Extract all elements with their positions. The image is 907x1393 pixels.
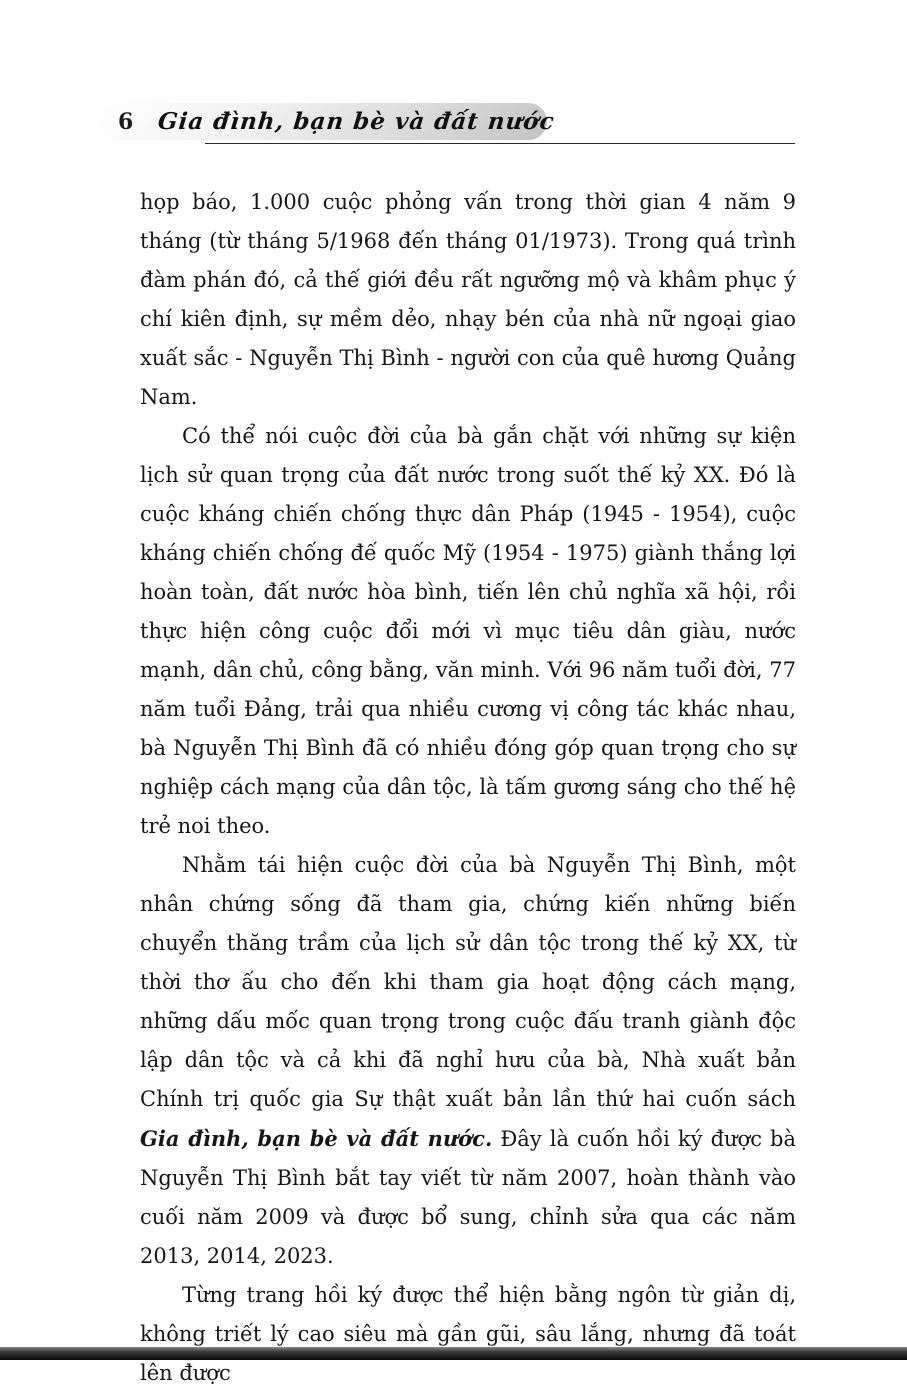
- page-number: 6: [118, 108, 134, 135]
- page-bottom-edge: [0, 1347, 907, 1360]
- paragraph: [140, 1276, 796, 1393]
- paragraph: [140, 183, 796, 417]
- header-rule: [205, 143, 795, 144]
- paragraph-text: Có thể nói cuộc đời của bà gắn chặt với những sự kiện lịch sử quan trọng của đất nước trong suốt thế kỷ XX. Đó là cuộc kháng chiến chống thực dân Pháp (1945 - 1954), cuộc kháng chiến chống đế quốc Mỹ (1954 - 1975) giành thắng lợi hoàn toàn, đất nước hòa bình, tiến lên chủ nghĩa xã hội, rồi thực hiện công cuộc đổi mới vì mục tiêu dân giàu, nước mạnh, dân chủ, công bằng, văn minh. Với 96 năm tuổi đời, 77 năm tuổi Đảng, trải qua nhiều cương vị công tác khác nhau, bà Nguyễn Thị Bình đã có nhiều đóng góp quan trọng cho sự nghiệp cách mạng của dân tộc, là tấm gương sáng cho thế hệ trẻ noi theo.: [140, 424, 796, 838]
- page-header: [100, 103, 800, 140]
- running-head-title: Gia đình, bạn bè và đất nước: [156, 108, 557, 135]
- paragraph: [140, 846, 796, 1276]
- book-title-inline: Gia đình, bạn bè và đất nước.: [140, 1126, 493, 1151]
- header-band: [100, 103, 557, 140]
- paragraph: [140, 417, 796, 846]
- paragraph-text: Đây là cuốn hồi ký được bà Nguyễn Thị Bình bắt tay viết từ năm 2007, hoàn thành vào cuối năm 2009 và được bổ sung, chỉnh sửa qua các năm 2013, 2014, 2023.: [140, 1127, 796, 1268]
- paragraph-text: Nhằm tái hiện cuộc đời của bà Nguyễn Thị Bình, một nhân chứng sống đã tham gia, chứng kiến những biến chuyển thăng trầm của lịch sử dân tộc trong thế kỷ XX, từ thời thơ ấu cho đến khi tham gia hoạt động cách mạng, những dấu mốc quan trọng trong cuộc đấu tranh giành độc lập dân tộc và cả khi đã nghỉ hưu của bà, Nhà xuất bản Chính trị quốc gia Sự thật xuất bản lần thứ hai cuốn sách: [140, 853, 796, 1111]
- paragraph-text: họp báo, 1.000 cuộc phỏng vấn trong thời gian 4 năm 9 tháng (từ tháng 5/1968 đến tháng 01/1973). Trong quá trình đàm phán đó, cả thế giới đều rất ngưỡng mộ và khâm phục ý chí kiên định, sự mềm dẻo, nhạy bén của nhà nữ ngoại giao xuất sắc - Nguyễn Thị Bình - người con của quê hương Quảng Nam.: [140, 190, 796, 409]
- page-body: [140, 183, 796, 1393]
- paragraph-text: Từng trang hồi ký được thể hiện bằng ngôn từ giản dị, không triết lý cao siêu mà gần gũi, sâu lắng, nhưng đã toát lên được: [140, 1283, 796, 1385]
